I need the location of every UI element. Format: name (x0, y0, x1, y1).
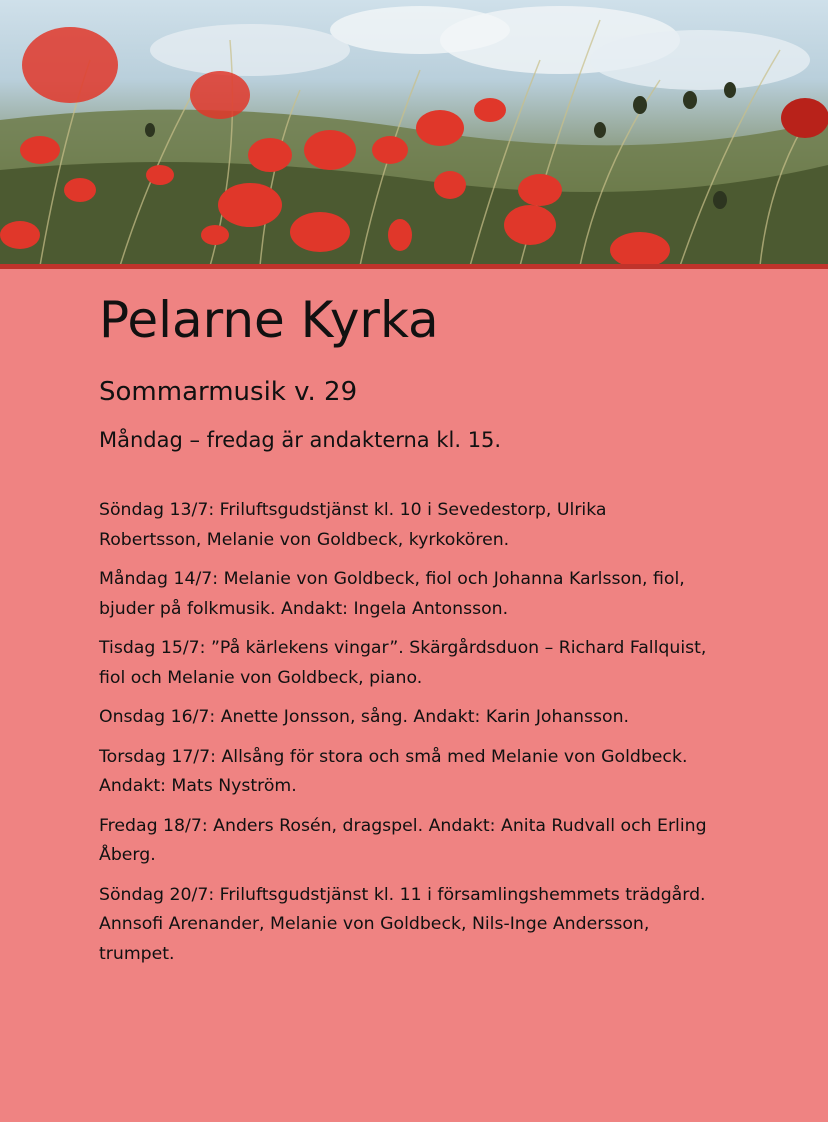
schedule-entry: Fredag 18/7: Anders Rosén, dragspel. Andakt: Anita Rudvall och Erling Åberg. (99, 815, 707, 865)
document-body (99, 284, 739, 979)
schedule-entry: Tisdag 15/7: ”På kärlekens vingar”. Skärgårdsduon – Richard Fallquist, fiol och Melanie von Goldbeck, piano. (99, 638, 707, 688)
header-divider (0, 264, 828, 269)
schedule-entry: Torsdag 17/7: Allsång för stora och små med Melanie von Goldbeck. Andakt: Mats Nyström. (99, 746, 688, 796)
poppy-field-illustration (0, 0, 828, 266)
poppy-field-photo (0, 0, 828, 266)
schedule-list (99, 496, 739, 969)
schedule-entry: Onsdag 16/7: Anette Jonsson, sång. Andakt: Karin Johansson. (99, 707, 630, 727)
page-title: Pelarne Kyrka (99, 291, 439, 349)
schedule-entry: Måndag 14/7: Melanie von Goldbeck, fiol och Johanna Karlsson, fiol, bjuder på folkmusik. Andakt: Ingela Antonsson. (99, 569, 685, 619)
schedule-entry: Söndag 20/7: Friluftsgudstjänst kl. 11 i församlingshemmets trädgård. Annsofi Arenander, Melanie von Goldbeck, Nils-Inge Andersson, trumpet. (99, 884, 706, 964)
schedule-entry: Söndag 13/7: Friluftsgudstjänst kl. 10 i Sevedestorp, Ulrika Robertsson, Melanie von Goldbeck, kyrkokören. (99, 500, 607, 550)
intro-text: Måndag – fredag är andakterna kl. 15. (99, 428, 502, 452)
subtitle: Sommarmusik v. 29 (99, 377, 358, 407)
